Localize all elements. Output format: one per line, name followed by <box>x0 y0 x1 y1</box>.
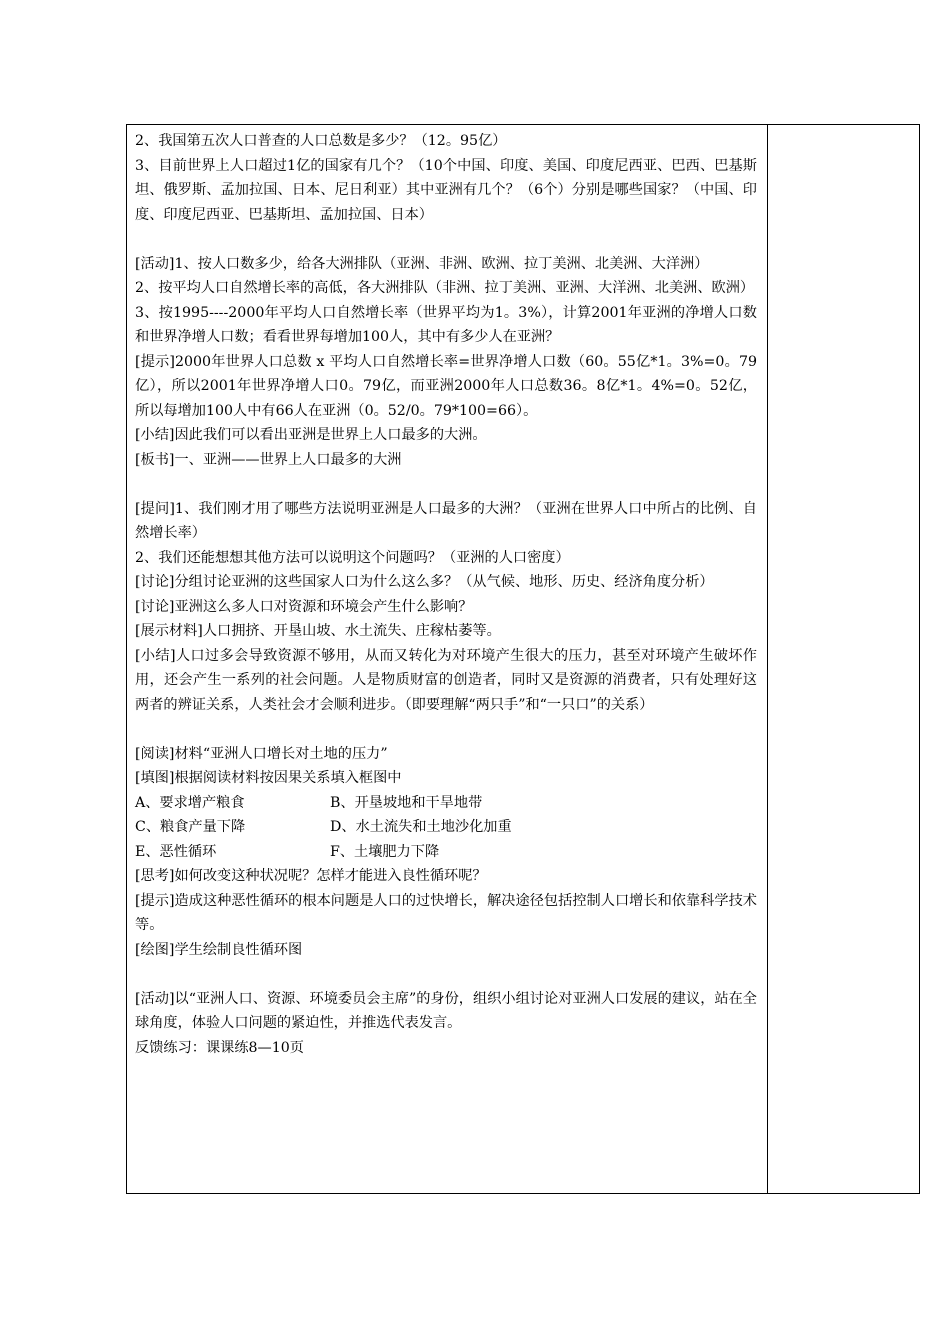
lesson-table <box>126 124 920 1194</box>
text-line: [小结]因此我们可以看出亚洲是世界上人口最多的大洲。 <box>135 427 487 443</box>
text-line: 3、目前世界上人口超过1亿的国家有几个？（10个中国、印度、美国、印度尼西亚、巴西、巴基斯坦、俄罗斯、孟加拉国、日本、尼日利亚）其中亚洲有几个？（6个）分别是哪些国家？（中国、印度、印度尼西亚、巴基斯坦、孟加拉国、日本） <box>135 157 757 223</box>
option-b: B、开垦坡地和干旱地带 <box>330 794 483 811</box>
blank-line <box>135 227 757 252</box>
text-line: [阅读]材料“亚洲人口增长对土地的压力” <box>135 745 388 762</box>
option-e: E、恶性循环 <box>135 843 217 860</box>
blank-line <box>135 717 757 742</box>
text-line: 2、我们还能想想其他方法可以说明这个问题吗？（亚洲的人口密度） <box>135 549 570 566</box>
blank-line <box>135 472 757 497</box>
text-line: 3、按1995----2000年平均人口自然增长率（世界平均为1。3%），计算2001年亚洲的净增人口数和世界净增人口数；看看世界每增加100人，其中有多少人在亚洲？ <box>135 304 757 345</box>
option-f: F、土壤肥力下降 <box>330 843 440 860</box>
text-line: 2、按平均人口自然增长率的高低，各大洲排队（非洲、拉丁美洲、亚洲、大洋洲、北美洲、欧洲） <box>135 280 755 296</box>
column-divider <box>767 125 768 1193</box>
option-c: C、粮食产量下降 <box>135 819 246 835</box>
text-line: [填图]根据阅读材料按因果关系填入框图中 <box>135 770 402 786</box>
text-line: [提示]2000年世界人口总数 x 平均人口自然增长率=世界净增人口数（60。55亿*1。3%=0。79亿），所以2001年世界净增人口0。79亿，而亚洲2000年人口总数36。8亿*1。4%=0。52亿，所以每增加100人中有66人在亚洲（0。52/0。79*100=66）。 <box>135 353 757 419</box>
text-line: [活动]以“亚洲人口、资源、环境委员会主席”的身份，组织小组讨论对亚洲人口发展的建议，站在全球角度，体验人口问题的紧迫性，并推选代表发言。 <box>135 990 757 1031</box>
text-line: [提问]1、我们刚才用了哪些方法说明亚洲是人口最多的大洲？（亚洲在世界人口中所占的比例、自然增长率） <box>135 500 757 541</box>
lesson-content-cell <box>135 129 757 1060</box>
option-d: D、水土流失和土地沙化加重 <box>330 819 512 835</box>
option-row <box>135 840 757 865</box>
text-line: [思考]如何改变这种状况呢？怎样才能进入良性循环呢？ <box>135 868 487 884</box>
text-line: [板书]一、亚洲——世界上人口最多的大洲 <box>135 451 402 468</box>
text-line: [讨论]分组讨论亚洲的这些国家人口为什么这么多？（从气候、地形、历史、经济角度分析） <box>135 574 714 590</box>
text-line: [活动]1、按人口数多少，给各大洲排队（亚洲、非洲、欧洲、拉丁美洲、北美洲、大洋洲） <box>135 255 709 272</box>
blank-line <box>135 962 757 987</box>
text-line: 反馈练习：课课练8—10页 <box>135 1039 304 1056</box>
text-line: [展示材料]人口拥挤、开垦山坡、水土流失、庄稼枯萎等。 <box>135 623 501 639</box>
text-line: [提示]造成这种恶性循环的根本问题是人口的过快增长，解决途径包括控制人口增长和依靠科学技术等。 <box>135 892 757 933</box>
option-row <box>135 815 757 840</box>
option-a: A、要求增产粮食 <box>135 794 245 811</box>
text-line: [小结]人口过多会导致资源不够用，从而又转化为对环境产生很大的压力，甚至对环境产生破坏作用，还会产生一系列的社会问题。人是物质财富的创造者，同时又是资源的消费者，只有处理好这两者的辨证关系，人类社会才会顺利进步。（即要理解“两只手”和“一只口”的关系） <box>135 647 757 713</box>
text-line: [绘图]学生绘制良性循环图 <box>135 941 303 958</box>
text-line: [讨论]亚洲这么多人口对资源和环境会产生什么影响？ <box>135 598 473 615</box>
option-row <box>135 791 757 816</box>
text-line: 2、我国第五次人口普查的人口总数是多少？（12。95亿） <box>135 133 507 149</box>
